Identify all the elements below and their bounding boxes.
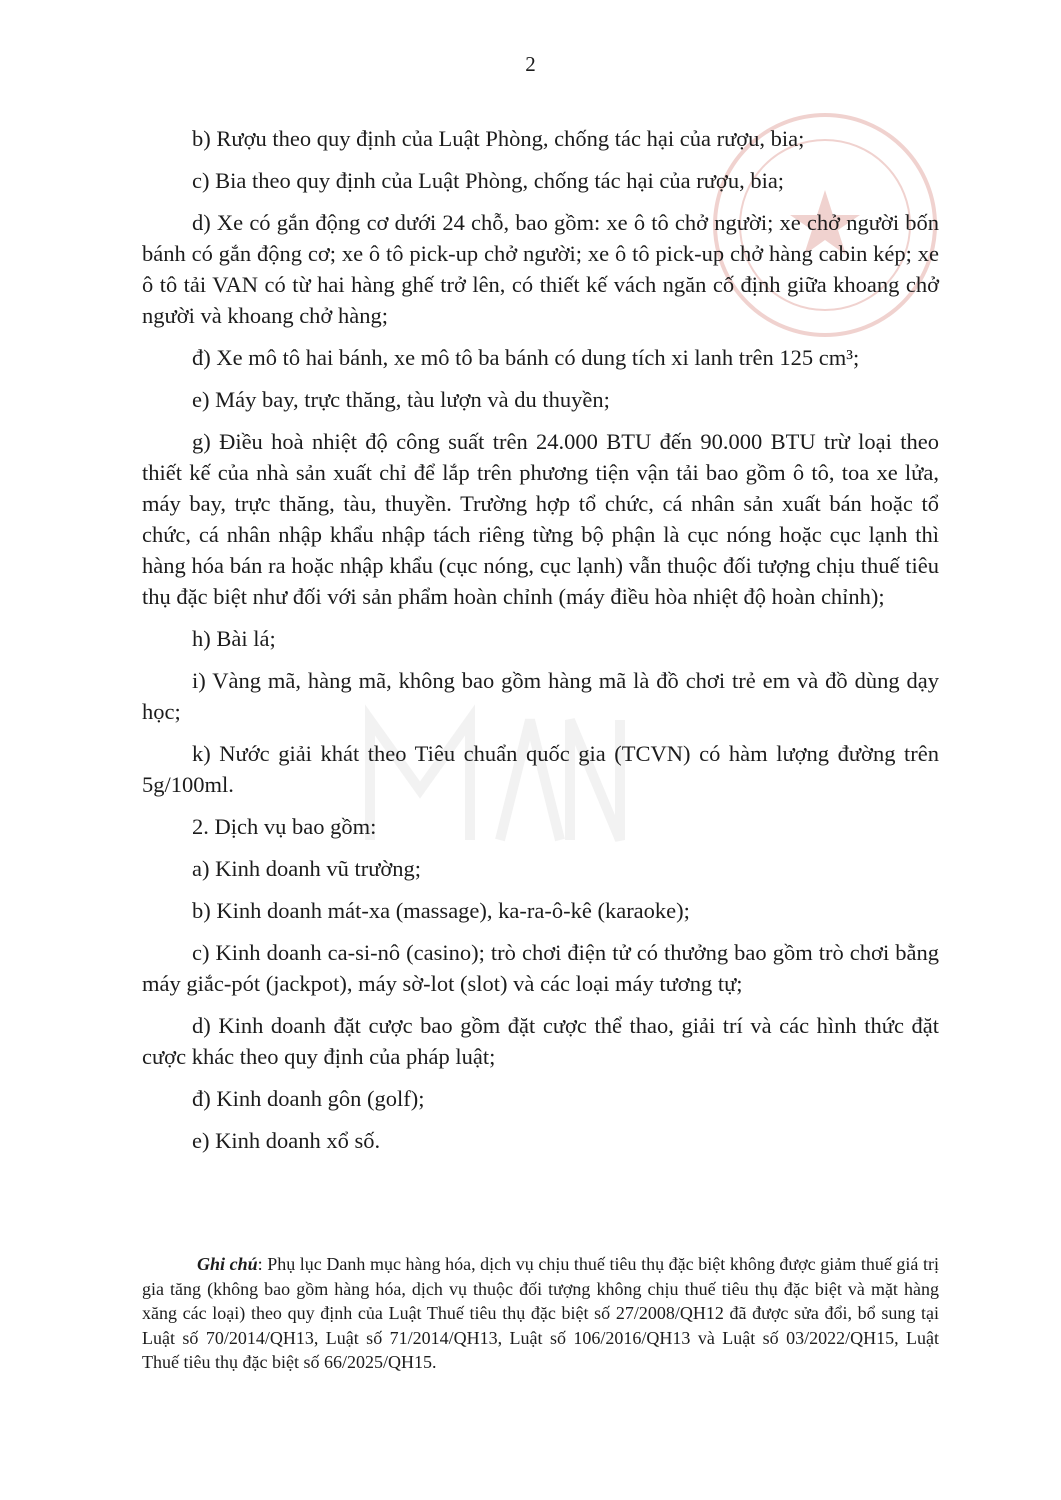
item-b-wine: b) Rượu theo quy định của Luật Phòng, chống tác hại của rượu, bia; xyxy=(192,126,805,151)
item-i-votive-paper: i) Vàng mã, hàng mã, không bao gồm hàng mã là đồ chơi trẻ em và đồ dùng dạy học; xyxy=(142,668,939,724)
service-c-casino: c) Kinh doanh ca-si-nô (casino); trò chơi điện tử có thưởng bao gồm trò chơi bằng máy giắc-pót (jackpot), máy sờ-lot (slot) và các loại máy tương tự; xyxy=(142,940,939,996)
item-g-air-conditioners: g) Điều hoà nhiệt độ công suất trên 24.000 BTU đến 90.000 BTU trừ loại theo thiết kế của nhà sản xuất chỉ để lắp trên phương tiện vận tải bao gồm ô tô, toa xe lửa, máy bay, trực thăng, tàu, thuyền. Trường hợp tổ chức, cá nhân sản xuất bán hoặc tổ chức, cá nhân nhập khẩu nhập tách riêng từng bộ phận là cục nóng hoặc cục lạnh thì hàng hóa bán ra hoặc nhập khẩu (cục nóng, cục lạnh) vẫn thuộc đối tượng chịu thuế tiêu thụ đặc biệt như đối với sản phẩm hoàn chỉnh (máy điều hòa nhiệt độ hoàn chỉnh); xyxy=(142,429,939,609)
item-h-playing-cards: h) Bài lá; xyxy=(192,626,276,651)
section-2-services-heading: 2. Dịch vụ bao gồm: xyxy=(192,814,377,839)
item-c-beer: c) Bia theo quy định của Luật Phòng, chống tác hại của rượu, bia; xyxy=(192,168,785,193)
item-k-soft-drinks: k) Nước giải khát theo Tiêu chuẩn quốc gia (TCVN) có hàm lượng đường trên 5g/100ml. xyxy=(142,741,939,797)
service-a-dance-club: a) Kinh doanh vũ trường; xyxy=(192,856,422,881)
page-number: 2 xyxy=(525,52,536,76)
footnote-text: : Phụ lục Danh mục hàng hóa, dịch vụ chịu thuế tiêu thụ đặc biệt không được giảm thuế giá trị gia tăng (không bao gồm hàng hóa, dịch vụ thuộc đối tượng không chịu thuế tiêu thụ đặc biệt và mặt hàng xăng các loại) theo quy định của Luật Thuế tiêu thụ đặc biệt số 27/2008/QH12 đã được sửa đổi, bổ sung tại Luật số 70/2014/QH13, Luật số 71/2014/QH13, Luật số 106/2016/QH13 và Luật số 03/2022/QH15, Luật Thuế tiêu thụ đặc biệt số 66/2025/QH15. xyxy=(142,1254,939,1372)
item-e-aircraft: e) Máy bay, trực thăng, tàu lượn và du thuyền; xyxy=(192,387,610,412)
service-b-massage-karaoke: b) Kinh doanh mát-xa (massage), ka-ra-ô-kê (karaoke); xyxy=(192,898,690,923)
item-dd-motorcycles: đ) Xe mô tô hai bánh, xe mô tô ba bánh có dung tích xi lanh trên 125 cm³; xyxy=(192,345,860,370)
footnote xyxy=(142,1252,939,1375)
footnote-label: Ghi chú xyxy=(197,1254,258,1274)
service-d-betting: d) Kinh doanh đặt cược bao gồm đặt cược thể thao, giải trí và các hình thức đặt cược khác theo quy định của pháp luật; xyxy=(142,1013,939,1069)
service-e-lottery: e) Kinh doanh xổ số. xyxy=(192,1128,381,1153)
item-d-vehicles: d) Xe có gắn động cơ dưới 24 chỗ, bao gồm: xe ô tô chở người; xe chở người bốn bánh có gắn động cơ; xe ô tô pick-up chở người; xe ô tô pick-up chở hàng cabin kép; xe ô tô tải VAN có từ hai hàng ghế trở lên, có thiết kế vách ngăn cố định giữa khoang chở người và khoang chở hàng; xyxy=(142,210,939,328)
service-dd-golf: đ) Kinh doanh gôn (golf); xyxy=(192,1086,425,1111)
document-body xyxy=(142,123,939,1167)
